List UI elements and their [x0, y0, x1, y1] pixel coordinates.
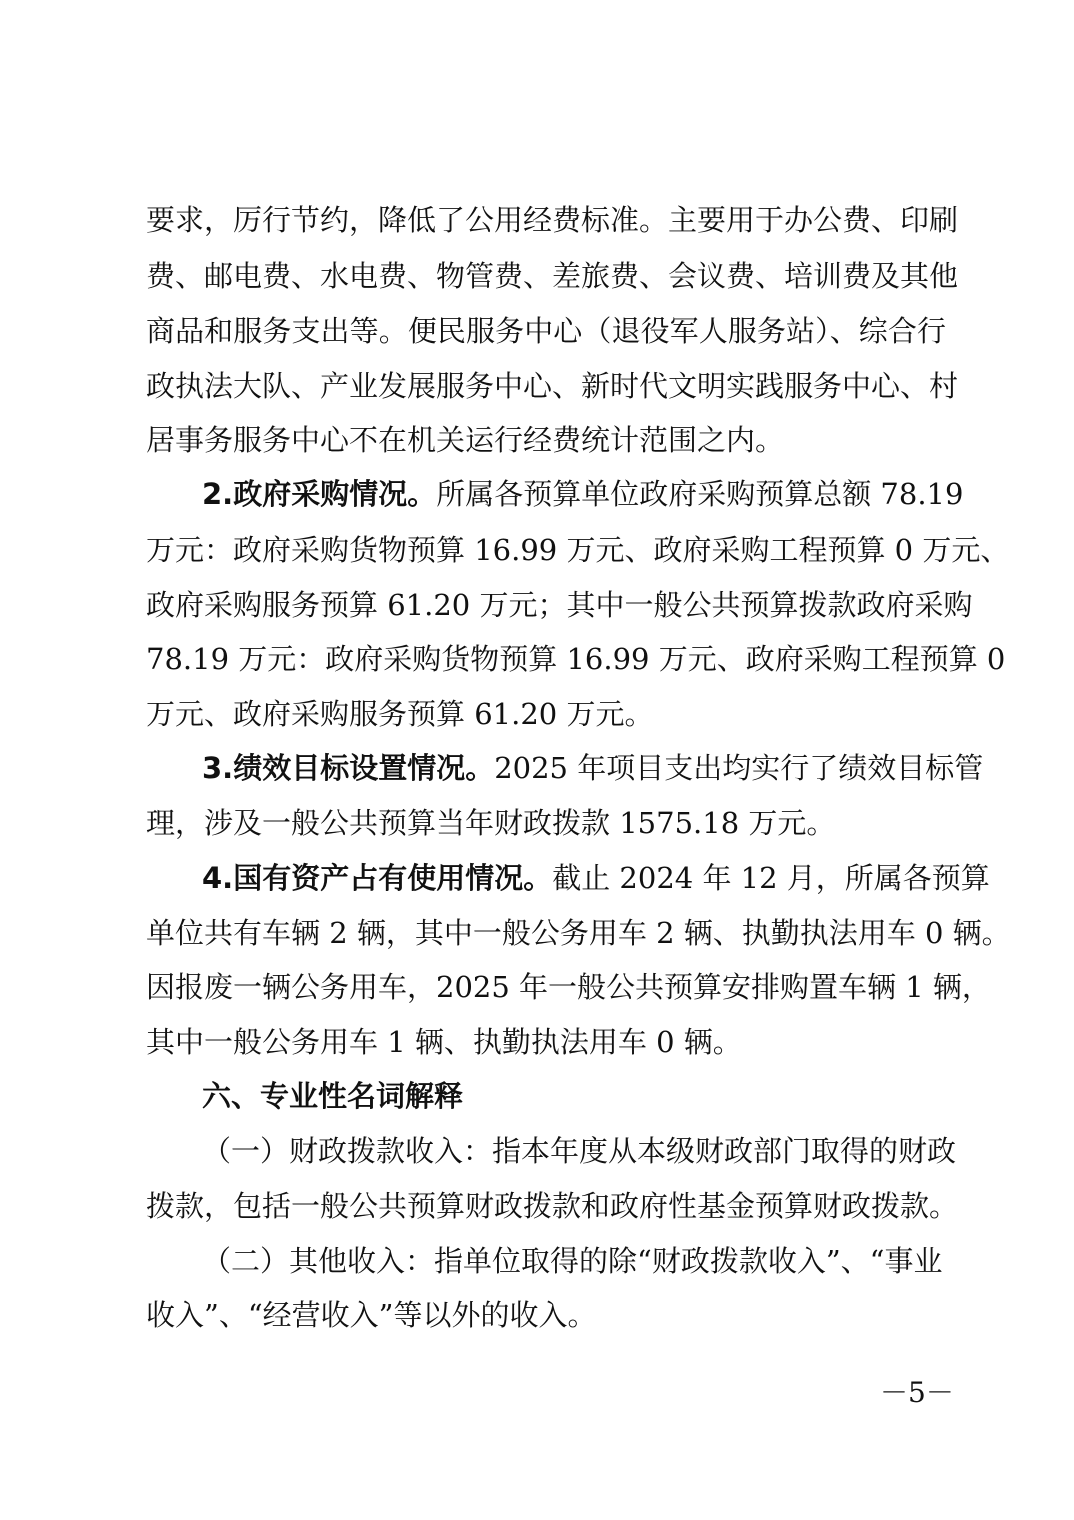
paragraph-line: 费、邮电费、水电费、物管费、差旅费、会议费、培训费及其他	[146, 259, 959, 293]
paragraph-line: 因报废一辆公务用车，2025 年一般公共预算安排购置车辆 1 辆，	[146, 970, 991, 1004]
section-4-text: 截止 2024 年 12 月，所属各预算	[552, 861, 990, 895]
paragraph-line: 居事务服务中心不在机关运行经费统计范围之内。	[146, 423, 785, 457]
section-4-heading: 4.国有资产占有使用情况。	[202, 861, 553, 895]
paragraph-line: 商品和服务支出等。便民服务中心（退役军人服务站）、综合行	[146, 314, 946, 348]
term-1-second-line: 拨款，包括一般公共预算财政拨款和政府性基金预算财政拨款。	[146, 1189, 959, 1223]
paragraph-line: 78.19 万元：政府采购货物预算 16.99 万元、政府采购工程预算 0	[146, 642, 1006, 676]
paragraph-line: 政府采购服务预算 61.20 万元；其中一般公共预算拨款政府采购	[146, 588, 973, 622]
paragraph-line: 单位共有车辆 2 辆，其中一般公务用车 2 辆、执勤执法用车 0 辆。	[146, 916, 1011, 950]
term-1-first-line: （一）财政拨款收入：指本年度从本级财政部门取得的财政	[202, 1134, 957, 1168]
paragraph-line: 其中一般公务用车 1 辆、执勤执法用车 0 辆。	[146, 1025, 742, 1059]
section-2-heading: 2.政府采购情况。	[202, 477, 437, 511]
section-2-text: 所属各预算单位政府采购预算总额 78.19	[436, 477, 964, 511]
section-3-heading: 3.绩效目标设置情况。	[202, 751, 495, 785]
paragraph-line: 要求，厉行节约，降低了公用经费标准。主要用于办公费、印刷	[146, 203, 959, 237]
section-6-heading: 六、专业性名词解释	[202, 1079, 464, 1113]
paragraph-line: 万元、政府采购服务预算 61.20 万元。	[146, 697, 654, 731]
term-2-first-line: （二）其他收入：指单位取得的除“财政拨款收入”、“事业	[202, 1244, 943, 1278]
section-2-first-line	[202, 476, 964, 512]
paragraph-line: 理，涉及一般公共预算当年财政拨款 1575.18 万元。	[146, 806, 836, 840]
section-4-first-line	[202, 860, 990, 896]
paragraph-line: 万元：政府采购货物预算 16.99 万元、政府采购工程预算 0 万元、	[146, 533, 1010, 567]
section-3-first-line	[202, 750, 984, 786]
term-2-second-line: 收入”、“经营收入”等以外的收入。	[146, 1298, 597, 1332]
paragraph-line: 政执法大队、产业发展服务中心、新时代文明实践服务中心、村	[146, 369, 959, 403]
section-3-text: 2025 年项目支出均实行了绩效目标管	[494, 751, 984, 785]
page-number: －5－	[880, 1376, 954, 1409]
